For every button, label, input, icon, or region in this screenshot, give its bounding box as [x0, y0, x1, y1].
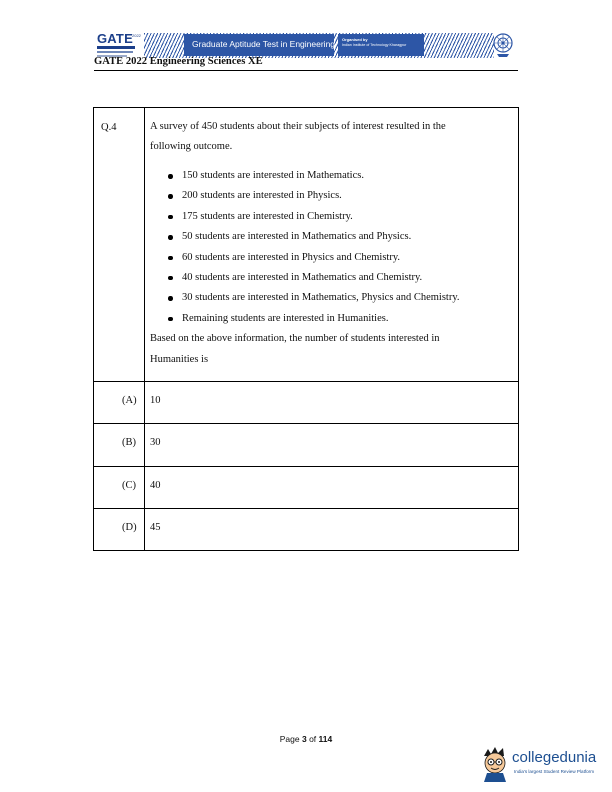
question-intro-line: following outcome. [150, 141, 233, 152]
question-table [93, 107, 519, 551]
header-divider [94, 70, 518, 71]
option-b-value: 30 [150, 437, 161, 448]
question-intro-line: A survey of 450 students about their subjects of interest resulted in the [150, 121, 446, 132]
collegedunia-logo [480, 744, 610, 784]
student-mascot-icon [480, 746, 510, 782]
organizer-label: Organised by [342, 37, 368, 42]
gate-logo-year: 2022 [132, 33, 141, 38]
row-divider [94, 381, 518, 382]
option-c-value: 40 [150, 480, 161, 491]
question-number: Q.4 [101, 122, 117, 133]
page-total: 114 [318, 734, 333, 744]
option-a-label: (A) [122, 395, 137, 406]
option-b-label: (B) [122, 437, 136, 448]
option-c-label: (C) [122, 480, 136, 491]
survey-fact-item: 150 students are interested in Mathematics. [168, 166, 460, 186]
row-divider [94, 466, 518, 467]
option-d-label: (D) [122, 522, 137, 533]
organizer-name: Indian Institute of Technology Kharagpur [342, 43, 407, 47]
survey-fact-item: 30 students are interested in Mathematics, Physics and Chemistry. [168, 288, 460, 308]
page-current: 3 [301, 734, 307, 744]
iit-emblem-icon [492, 32, 514, 58]
survey-fact-list [168, 166, 460, 329]
survey-fact-item: 175 students are interested in Chemistry. [168, 207, 460, 227]
row-divider [94, 508, 518, 509]
collegedunia-wordmark: collegedunia [512, 749, 597, 766]
banner-title: Graduate Aptitude Test in Engineering [192, 39, 336, 49]
option-d-value: 45 [150, 522, 161, 533]
survey-fact-item: Remaining students are interested in Humanities. [168, 309, 460, 329]
collegedunia-tagline: India's largest Student Review Platform [514, 769, 595, 774]
survey-fact-item: 50 students are interested in Mathematics and Physics. [168, 227, 460, 247]
page-number: Page 3 of 114 [279, 734, 333, 744]
survey-fact-item: 60 students are interested in Physics and Chemistry. [168, 248, 460, 268]
option-a-value: 10 [150, 395, 161, 406]
question-prompt-line: Based on the above information, the number of students interested in [150, 333, 440, 344]
survey-fact-item: 40 students are interested in Mathematics and Chemistry. [168, 268, 460, 288]
gate-logo-text: GATE [97, 31, 133, 46]
row-divider [94, 423, 518, 424]
exam-title: GATE 2022 Engineering Sciences XE [94, 56, 263, 67]
column-divider [144, 108, 145, 550]
question-prompt-line: Humanities is [150, 354, 209, 365]
survey-fact-item: 200 students are interested in Physics. [168, 186, 460, 206]
